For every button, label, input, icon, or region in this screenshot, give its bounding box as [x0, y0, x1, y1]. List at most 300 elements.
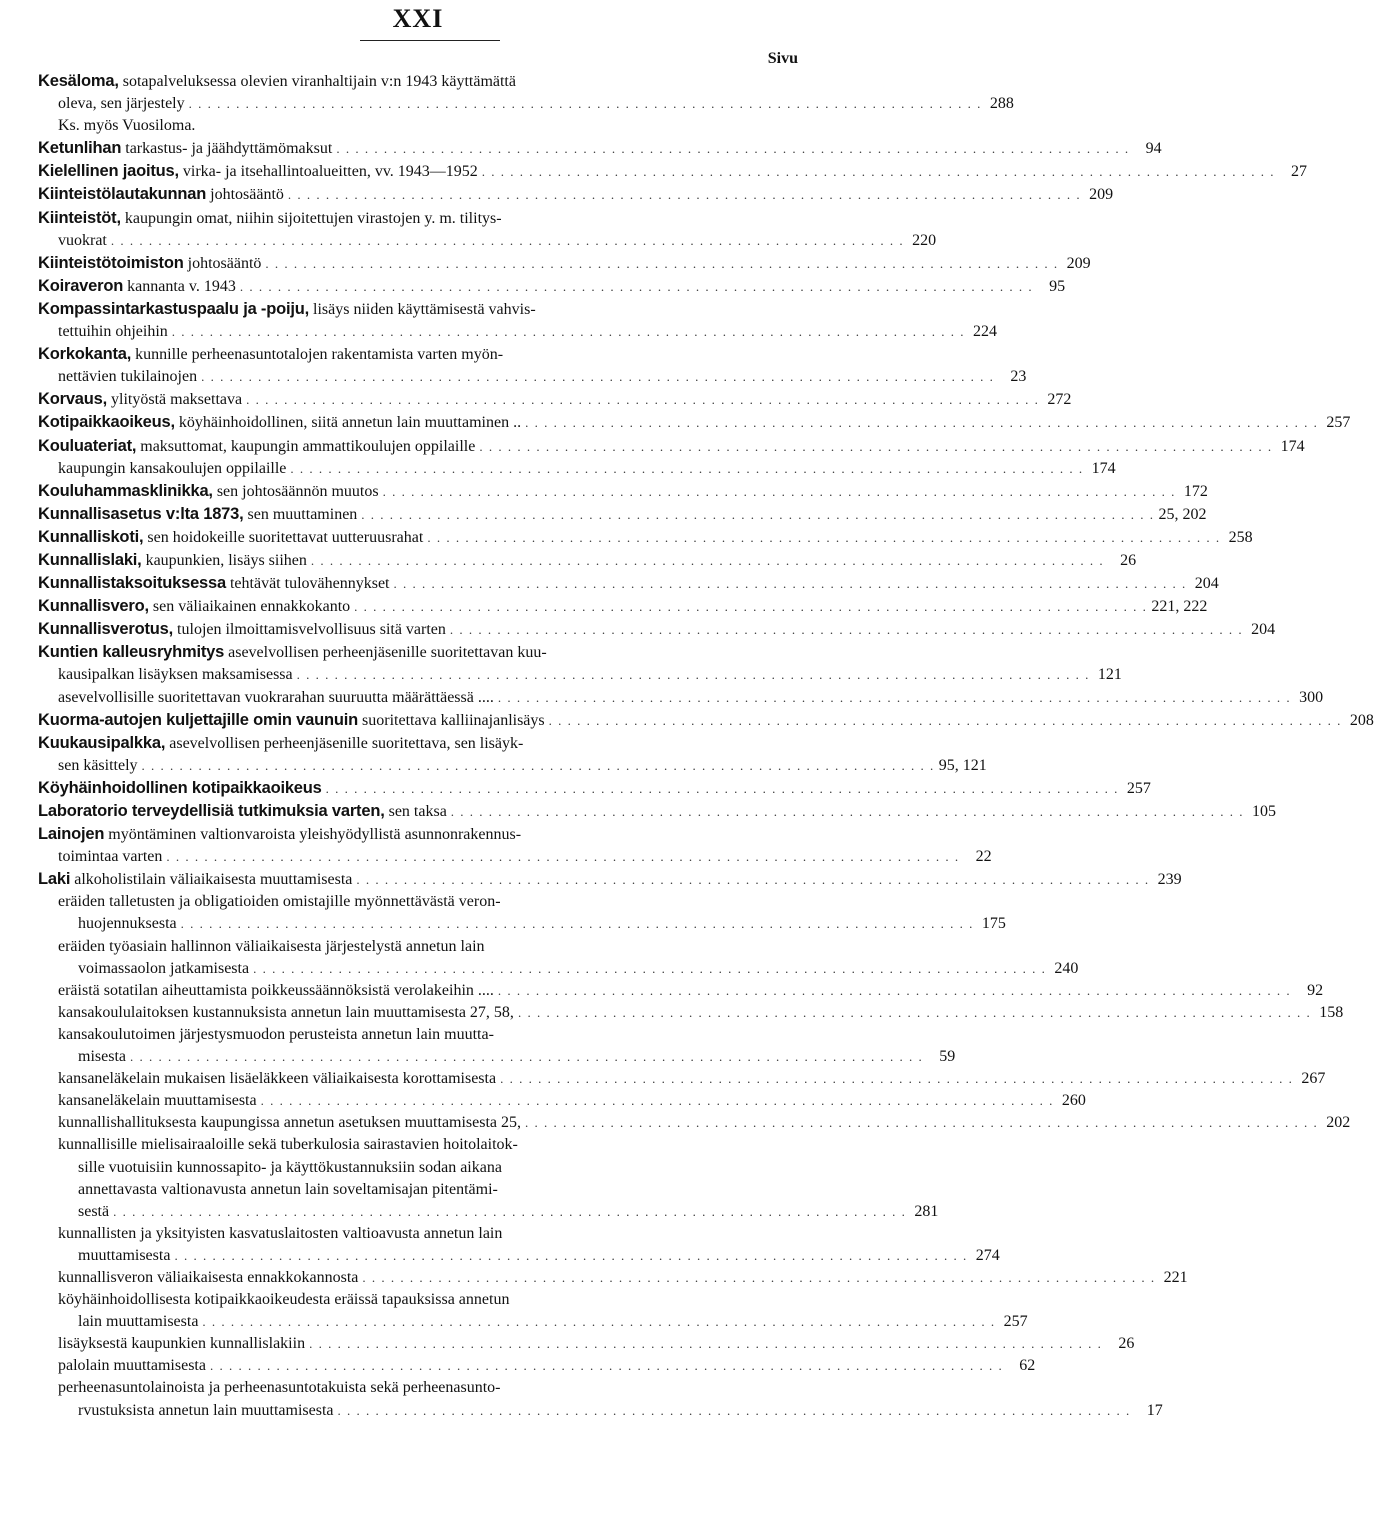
dot-leader: . . . . . . . . . . . . . . . . . . . . . . . . . . . . . . . . . . . . . . . . . . . . . . . . . . . . . . . . . . . . . . . . . . . . . . . . . . . . . . . . . . . . [290, 460, 1084, 476]
page-reference: 22 [975, 848, 992, 866]
entry-description: kausipalkan lisäyksen maksamisessa [58, 666, 293, 684]
dot-leader: . . . . . . . . . . . . . . . . . . . . . . . . . . . . . . . . . . . . . . . . . . . . . . . . . . . . . . . . . . . . . . . . . . . . . . . . . . . . . . . . . . . . [450, 804, 1245, 819]
page-reference: 224 [973, 323, 998, 341]
entry-description: kunnallisille mielisairaaloille sekä tuberkulosia sairastavien hoitolaitok- [58, 1136, 518, 1154]
index-line [38, 664, 1122, 686]
dot-leader: . . . . . . . . . . . . . . . . . . . . . . . . . . . . . . . . . . . . . . . . . . . . . . . . . . . . . . . . . . . . . . . . . . . . . . . . . . . . . . . . . . . . [325, 780, 1119, 796]
dot-leader: . . . . . . . . . . . . . . . . . . . . . . . . . . . . . . . . . . . . . . . . . . . . . . . . . . . . . . . . . . . . . . . . . . . . . . . . . . . . . . . . . . . . [209, 1358, 1004, 1374]
entry-text [78, 1201, 109, 1223]
page-reference: 257 [1126, 779, 1151, 797]
index-line [38, 1289, 798, 1311]
entry-description: muuttamisesta [78, 1246, 171, 1264]
index-entry [38, 641, 1324, 708]
index-line [38, 1179, 798, 1201]
index-entry [38, 343, 1027, 388]
entry-description: sen käsittely [58, 756, 138, 774]
page-column-heading: Sivu [767, 50, 798, 67]
index-line [38, 458, 1116, 480]
entry-text [58, 458, 286, 480]
entry-description: misesta [78, 1048, 126, 1066]
entry-text [58, 980, 494, 1002]
entry-description: voimassaolon jatkamisesta [78, 959, 250, 977]
entry-keyword: Kunnallisvero, [38, 597, 149, 616]
dot-leader: . . . . . . . . . . . . . . . . . . . . . . . . . . . . . . . . . . . . . . . . . . . . . . . . . . . . . . . . . . . . . . . . . . . . . . . . . . . . . . . . . . . . [253, 960, 1047, 976]
entry-description: sen väliaikainen ennakkokanto [152, 598, 351, 616]
entry-text [58, 755, 138, 777]
entry-description: eräiden työasiain hallinnon väliaikaisesta järjestelystä annetun lain [58, 937, 485, 955]
entry-description: kansakoululaitoksen kustannuksista annetun lain muuttamisesta 27, 58, [58, 1003, 514, 1021]
page-reference: 221 [1163, 1268, 1188, 1286]
page-reference: 26 [1118, 1335, 1135, 1353]
index-line [38, 411, 1351, 434]
entry-keyword: Kunnallistaksoituksessa [38, 574, 226, 593]
index-line [38, 366, 1027, 388]
entry-keyword: Kunnallislaki, [38, 550, 142, 569]
page-reference: 62 [1019, 1357, 1036, 1375]
index-line [38, 687, 1324, 709]
page-reference: 23 [1010, 368, 1027, 386]
entry-text [38, 618, 446, 641]
index-line [38, 137, 1162, 160]
entry-description: kunnille perheenasuntotalojen rakentamista varten myön- [135, 346, 504, 364]
entry-text [58, 321, 168, 343]
entry-description: sen hoidokeille suoritettavat uutteruusrahat [147, 528, 424, 546]
entry-description: köyhäinhoidollinen, siitä annetun lain muuttaminen .. [178, 414, 522, 432]
entry-description: maksuttomat, kaupungin ammattikoulujen oppilaille [140, 437, 476, 455]
entry-keyword: Kouluhammasklinikka, [38, 481, 213, 500]
entry-description: palolain muuttamisesta [58, 1357, 206, 1375]
entry-keyword: Kuukausipalkka, [38, 733, 166, 752]
dot-leader: . . . . . . . . . . . . . . . . . . . . . . . . . . . . . . . . . . . . . . . . . . . . . . . . . . . . . . . . . . . . . . . . . . . . . . . . . . . . . . . . . . . . [174, 1247, 968, 1263]
entry-keyword: Lainojen [38, 825, 105, 844]
index-line [38, 480, 1208, 503]
index-line [38, 388, 1072, 411]
entry-text [38, 252, 261, 275]
entry-description: kannanta v. 1943 [127, 277, 236, 295]
dot-leader: . . . . . . . . . . . . . . . . . . . . . . . . . . . . . . . . . . . . . . . . . . . . . . . . . . . . . . . . . . . . . . . . . . . . . . . . . . . . . . . . . . . . [479, 438, 1273, 454]
index-line [38, 1090, 1086, 1112]
index-entry [38, 411, 1351, 434]
entry-description: perheenasuntolainoista ja perheenasuntotakuista sekä perheenasunto- [58, 1379, 501, 1397]
entry-description: sotapalveluksessa olevien viranhaltijain v:n 1943 käyttämättä [122, 73, 516, 90]
dot-leader: . . . . . . . . . . . . . . . . . . . . . . . . . . . . . . . . . . . . . . . . . . . . . . . . . . . . . . . . . . . . . . . . . . . . . . . . . . . . . . . . . . . . [287, 187, 1082, 203]
dot-leader: . . . . . . . . . . . . . . . . . . . . . . . . . . . . . . . . . . . . . . . . . . . . . . . . . . . . . . . . . . . . . . . . . . . . . . . . . . . . . . . . . . . . [382, 483, 1176, 499]
index-line [38, 230, 937, 252]
page-reference: 172 [1183, 482, 1208, 500]
page-reference: 288 [989, 95, 1014, 113]
index-entry [38, 503, 1207, 526]
index-line [38, 868, 1182, 891]
dot-leader: . . . . . . . . . . . . . . . . . . . . . . . . . . . . . . . . . . . . . . . . . . . . . . . . . . . . . . . . . . . . . . . . . . . . . . . . . . . . . . . . . . . . [354, 599, 1148, 615]
index-line [38, 1024, 798, 1046]
entry-text [38, 160, 478, 183]
entry-text [38, 572, 390, 595]
index-entry [38, 526, 1253, 549]
dot-leader: . . . . . . . . . . . . . . . . . . . . . . . . . . . . . . . . . . . . . . . . . . . . . . . . . . . . . . . . . . . . . . . . . . . . . . . . . . . . . . . . . . . . [427, 529, 1221, 545]
entry-keyword: Kiinteistölautakunnan [38, 185, 207, 204]
index-line [38, 321, 998, 343]
page-number: XXI [392, 4, 444, 33]
index-line [38, 1355, 1036, 1377]
dot-leader: . . . . . . . . . . . . . . . . . . . . . . . . . . . . . . . . . . . . . . . . . . . . . . . . . . . . . . . . . . . . . . . . . . . . . . . . . . . . . . . . . . . . [246, 392, 1040, 408]
index-line [38, 275, 1066, 298]
dot-leader: . . . . . . . . . . . . . . . . . . . . . . . . . . . . . . . . . . . . . . . . . . . . . . . . . . . . . . . . . . . . . . . . . . . . . . . . . . . . . . . . . . . . [296, 667, 1090, 683]
index-line [38, 70, 798, 93]
entry-text [58, 1112, 521, 1134]
entry-description: kunnallisveron väliaikaisesta ennakkokannosta [58, 1268, 359, 1286]
entry-description: johtosääntö [210, 186, 284, 204]
index-entry [38, 252, 1091, 275]
index-entry [38, 572, 1219, 595]
entry-text [58, 1333, 305, 1355]
entry-description: toimintaa varten [58, 848, 163, 866]
index-entry [38, 777, 1151, 800]
entry-text [58, 1134, 518, 1156]
entry-keyword: Kuorma-autojen kuljettajille omin vaunuin [38, 710, 359, 729]
entry-text [58, 1267, 358, 1289]
page-reference: 59 [939, 1048, 956, 1066]
index-line [38, 846, 992, 868]
index-line [38, 1134, 798, 1156]
index-line [38, 1223, 798, 1245]
index-line [38, 160, 1308, 183]
index-line [38, 891, 798, 913]
dot-leader: . . . . . . . . . . . . . . . . . . . . . . . . . . . . . . . . . . . . . . . . . . . . . . . . . . . . . . . . . . . . . . . . . . . . . . . . . . . . . . . . . . . . [202, 1314, 996, 1330]
entry-text [38, 388, 242, 411]
page-reference: 95, 121 [938, 756, 987, 774]
entry-description: kaupungin kansakoulujen oppilaille [58, 459, 287, 477]
index-line [38, 595, 1208, 618]
dot-leader: . . . . . . . . . . . . . . . . . . . . . . . . . . . . . . . . . . . . . . . . . . . . . . . . . . . . . . . . . . . . . . . . . . . . . . . . . . . . . . . . . . . . [361, 506, 1155, 522]
index-entry [38, 388, 1072, 411]
page-reference: 27 [1291, 163, 1308, 181]
entry-text [38, 549, 307, 572]
entry-description: alkoholistilain väliaikaisesta muuttamisesta [74, 871, 353, 889]
page-reference: 174 [1091, 459, 1116, 477]
entry-keyword: Kunnallisverotus, [38, 620, 174, 639]
entry-description: nettävien tukilainojen [58, 368, 198, 386]
entry-description: vuokrat [58, 231, 107, 249]
entry-keyword: Kiinteistöt, [38, 208, 121, 227]
entry-description: suoritettava kalliinajanlisäys [362, 711, 545, 729]
entry-text [78, 1311, 198, 1333]
index-line [38, 1311, 1028, 1333]
index-entry [38, 183, 1114, 206]
index-line [38, 958, 1079, 980]
page-reference: 208 [1349, 711, 1374, 729]
index-line [38, 709, 1374, 732]
entry-text [38, 275, 236, 298]
page-reference: 121 [1097, 666, 1122, 684]
entry-description: virka- ja itsehallintoalueitten, vv. 1943—1952 [182, 163, 478, 181]
index-line [38, 503, 1207, 526]
page-reference: 202 [1326, 1114, 1351, 1132]
index-entry [38, 732, 987, 777]
page-reference: 258 [1228, 528, 1253, 546]
dot-leader: . . . . . . . . . . . . . . . . . . . . . . . . . . . . . . . . . . . . . . . . . . . . . . . . . . . . . . . . . . . . . . . . . . . . . . . . . . . . . . . . . . . . [497, 982, 1292, 998]
page-reference: 257 [1003, 1313, 1028, 1331]
entry-text [38, 503, 357, 526]
entry-text [58, 1355, 206, 1377]
index-line [38, 549, 1137, 572]
index-entry [38, 868, 1351, 1421]
dot-leader: . . . . . . . . . . . . . . . . . . . . . . . . . . . . . . . . . . . . . . . . . . . . . . . . . . . . . . . . . . . . . . . . . . . . . . . . . . . . . . . . . . . . [362, 1269, 1156, 1285]
entry-text [58, 1289, 509, 1311]
entry-text [38, 800, 447, 823]
dot-leader: . . . . . . . . . . . . . . . . . . . . . . . . . . . . . . . . . . . . . . . . . . . . . . . . . . . . . . . . . . . . . . . . . . . . . . . . . . . . . . . . . . . . [481, 164, 1276, 180]
page-reference: 239 [1157, 871, 1182, 889]
dot-leader: . . . . . . . . . . . . . . . . . . . . . . . . . . . . . . . . . . . . . . . . . . . . . . . . . . . . . . . . . . . . . . . . . . . . . . . . . . . . . . . . . . . . [113, 1203, 907, 1219]
index-entry [38, 549, 1137, 572]
index-line [38, 1267, 1188, 1289]
entry-description: lain muuttamisesta [78, 1313, 199, 1331]
entry-text [78, 1400, 334, 1422]
entry-keyword: Kompassintarkastuspaalu ja -poiju, [38, 299, 310, 318]
entry-description: kansakoulutoimen järjestysmuodon perusteista annetun lain muutta- [58, 1025, 494, 1043]
entry-text [58, 846, 162, 868]
entry-description: lisäys niiden käyttämisestä vahvis- [313, 300, 536, 318]
index-line [38, 1377, 798, 1399]
entry-keyword: Korkokanta, [38, 345, 132, 364]
dot-leader: . . . . . . . . . . . . . . . . . . . . . . . . . . . . . . . . . . . . . . . . . . . . . . . . . . . . . . . . . . . . . . . . . . . . . . . . . . . . . . . . . . . . [239, 278, 1034, 294]
index-line [38, 526, 1253, 549]
page-reference: 260 [1061, 1092, 1086, 1110]
dot-leader: . . . . . . . . . . . . . . . . . . . . . . . . . . . . . . . . . . . . . . . . . . . . . . . . . . . . . . . . . . . . . . . . . . . . . . . . . . . . . . . . . . . . [201, 369, 995, 385]
dot-leader: . . . . . . . . . . . . . . . . . . . . . . . . . . . . . . . . . . . . . . . . . . . . . . . . . . . . . . . . . . . . . . . . . . . . . . . . . . . . . . . . . . . . [130, 1049, 924, 1065]
entry-keyword: Korvaus, [38, 390, 108, 409]
entry-text [78, 913, 177, 935]
entry-keyword: Kuntien kalleusryhmitys [38, 643, 225, 662]
page-reference: 220 [912, 231, 937, 249]
page-reference: 105 [1252, 803, 1277, 820]
entry-keyword: Ketunlihan [38, 139, 122, 158]
index-entry [38, 435, 1305, 480]
index-line [38, 1201, 939, 1223]
dot-leader: . . . . . . . . . . . . . . . . . . . . . . . . . . . . . . . . . . . . . . . . . . . . . . . . . . . . . . . . . . . . . . . . . . . . . . . . . . . . . . . . . . . . [309, 1336, 1103, 1352]
dot-leader: . . . . . . . . . . . . . . . . . . . . . . . . . . . . . . . . . . . . . . . . . . . . . . . . . . . . . . . . . . . . . . . . . . . . . . . . . . . . . . . . . . . . [188, 96, 982, 112]
entry-description: tettuihin ohjeihin [58, 323, 168, 341]
entry-text [38, 732, 523, 755]
index-entry [38, 275, 1066, 298]
entry-description: rvustuksista annetun lain muuttamisesta [78, 1401, 334, 1419]
dot-leader: . . . . . . . . . . . . . . . . . . . . . . . . . . . . . . . . . . . . . . . . . . . . . . . . . . . . . . . . . . . . . . . . . . . . . . . . . . . . . . . . . . . . [356, 872, 1150, 888]
entry-text [78, 1179, 498, 1201]
entry-text [78, 958, 249, 980]
entry-description: johtosääntö [187, 254, 262, 272]
entry-description: sen johtosäännön muutos [216, 482, 379, 500]
entry-text [38, 641, 547, 664]
index-line [38, 777, 1151, 800]
dot-leader: . . . . . . . . . . . . . . . . . . . . . . . . . . . . . . . . . . . . . . . . . . . . . . . . . . . . . . . . . . . . . . . . . . . . . . . . . . . . . . . . . . . . [500, 1071, 1294, 1087]
index-line [38, 183, 1114, 206]
entry-text [38, 823, 521, 846]
index-line [38, 207, 798, 230]
index-entry [38, 823, 992, 868]
entry-text [58, 1068, 496, 1090]
dot-leader: . . . . . . . . . . . . . . . . . . . . . . . . . . . . . . . . . . . . . . . . . . . . . . . . . . . . . . . . . . . . . . . . . . . . . . . . . . . . . . . . . . . . [497, 689, 1292, 705]
page-reference: 281 [914, 1202, 939, 1220]
entry-text [58, 664, 293, 686]
entry-text [38, 411, 521, 434]
index-line [38, 732, 798, 755]
index-line [38, 936, 798, 958]
entry-keyword: Kunnallisasetus v:lta 1873, [38, 504, 244, 523]
entry-text [58, 1002, 514, 1024]
index-line [38, 435, 1305, 458]
dot-leader: . . . . . . . . . . . . . . . . . . . . . . . . . . . . . . . . . . . . . . . . . . . . . . . . . . . . . . . . . . . . . . . . . . . . . . . . . . . . . . . . . . . . [525, 415, 1319, 431]
entry-text [58, 936, 485, 958]
index-line [38, 252, 1091, 275]
entry-text [38, 343, 503, 366]
page-reference: 17 [1146, 1401, 1163, 1419]
index-line [38, 1068, 1326, 1090]
entry-description: sen muuttaminen [247, 505, 358, 523]
entry-description: sestä [78, 1202, 110, 1220]
entry-description: kansaneläkelain mukaisen lisäeläkkeen väliaikaisesta korottamisesta [58, 1070, 497, 1088]
page-reference: 92 [1307, 981, 1324, 999]
entry-description: sille vuotuisiin kunnossapito- ja käyttökustannuksiin sodan aikana [78, 1158, 502, 1176]
entry-text [38, 435, 475, 458]
dot-leader: . . . . . . . . . . . . . . . . . . . . . . . . . . . . . . . . . . . . . . . . . . . . . . . . . . . . . . . . . . . . . . . . . . . . . . . . . . . . . . . . . . . . [171, 324, 966, 340]
entry-description: tulojen ilmoittamisvelvollisuus sitä varten [177, 621, 446, 639]
entry-description: annettavasta valtionavusta annetun lain soveltamisajan pitentämi- [78, 1180, 498, 1198]
entry-text [38, 595, 350, 618]
page-reference: 209 [1089, 186, 1114, 204]
entry-description: lisäyksestä kaupunkien kunnallislakiin [58, 1335, 306, 1353]
dot-leader: . . . . . . . . . . . . . . . . . . . . . . . . . . . . . . . . . . . . . . . . . . . . . . . . . . . . . . . . . . . . . . . . . . . . . . . . . . . . . . . . . . . . [265, 255, 1059, 271]
index-line [38, 1333, 1135, 1355]
page-reference: 300 [1299, 688, 1324, 706]
index-line [38, 800, 1277, 823]
entry-text [78, 1245, 170, 1267]
dot-leader: . . . . . . . . . . . . . . . . . . . . . . . . . . . . . . . . . . . . . . . . . . . . . . . . . . . . . . . . . . . . . . . . . . . . . . . . . . . . . . . . . . . . [525, 1115, 1319, 1131]
entry-text [38, 777, 322, 800]
entry-keyword: Kielellinen jaoitus, [38, 162, 179, 181]
page-reference: 95 [1049, 277, 1066, 295]
index-entry [38, 298, 998, 343]
entry-text [58, 1090, 257, 1112]
entry-text [38, 207, 502, 230]
index-entry [38, 800, 1277, 823]
dot-leader: . . . . . . . . . . . . . . . . . . . . . . . . . . . . . . . . . . . . . . . . . . . . . . . . . . . . . . . . . . . . . . . . . . . . . . . . . . . . . . . . . . . . [180, 916, 974, 932]
index-list [38, 70, 1374, 1422]
dot-leader: . . . . . . . . . . . . . . . . . . . . . . . . . . . . . . . . . . . . . . . . . . . . . . . . . . . . . . . . . . . . . . . . . . . . . . . . . . . . . . . . . . . . [517, 1004, 1312, 1020]
page-reference: 204 [1194, 575, 1219, 593]
page-reference: 25, 202 [1158, 505, 1207, 523]
page-reference: 209 [1066, 254, 1091, 272]
index-line [38, 1400, 1163, 1422]
dot-leader: . . . . . . . . . . . . . . . . . . . . . . . . . . . . . . . . . . . . . . . . . . . . . . . . . . . . . . . . . . . . . . . . . . . . . . . . . . . . . . . . . . . . [548, 712, 1342, 728]
index-line [38, 823, 798, 846]
entry-keyword: Kunnalliskoti, [38, 527, 144, 546]
entry-text [38, 526, 423, 549]
index-line [38, 115, 798, 137]
page-reference: 26 [1120, 551, 1137, 569]
index-line [38, 1157, 798, 1179]
entry-text [58, 230, 107, 252]
entry-text [38, 480, 379, 503]
entry-text [58, 1377, 501, 1399]
index-line [38, 755, 987, 777]
entry-text [38, 70, 516, 93]
entry-description: tehtävät tulovähennykset [229, 575, 390, 593]
entry-description: asevelvollisen perheenjäsenille suoritettavan kuu- [228, 644, 547, 662]
index-line [38, 1245, 1000, 1267]
index-entry [38, 595, 1208, 618]
entry-description: tarkastus- ja jäähdyttämömaksut [125, 140, 333, 158]
index-line [38, 572, 1219, 595]
entry-description: asevelvollisille suoritettavan vuokrarahan suuruutta määrättäessä .... [58, 688, 494, 706]
dot-leader: . . . . . . . . . . . . . . . . . . . . . . . . . . . . . . . . . . . . . . . . . . . . . . . . . . . . . . . . . . . . . . . . . . . . . . . . . . . . . . . . . . . . [110, 232, 905, 248]
entry-text [58, 93, 185, 115]
page-header [0, 0, 960, 67]
entry-description: oleva, sen järjestely [58, 95, 185, 113]
entry-description: eräistä sotatilan aiheuttamista poikkeussäännöksistä verolakeihin .... [58, 981, 494, 999]
dot-leader: . . . . . . . . . . . . . . . . . . . . . . . . . . . . . . . . . . . . . . . . . . . . . . . . . . . . . . . . . . . . . . . . . . . . . . . . . . . . . . . . . . . . [337, 1402, 1131, 1418]
entry-text [58, 115, 195, 137]
header-rule [360, 40, 500, 41]
index-entry [38, 70, 1014, 137]
dot-leader: . . . . . . . . . . . . . . . . . . . . . . . . . . . . . . . . . . . . . . . . . . . . . . . . . . . . . . . . . . . . . . . . . . . . . . . . . . . . . . . . . . . . [336, 141, 1130, 157]
index-entry [38, 618, 1276, 641]
page-reference: 272 [1047, 391, 1072, 409]
index-line [38, 913, 1006, 935]
entry-description: eräiden talletusten ja obligatioiden omistajille myönnettävästä veron- [58, 893, 501, 911]
entry-keyword: Koiraveron [38, 276, 124, 295]
entry-keyword: Laboratorio terveydellisiä tutkimuksia varten, [38, 802, 385, 820]
entry-description: Ks. myös Vuosiloma. [58, 117, 196, 135]
entry-description: kunnallisten ja yksityisten kasvatuslaitosten valtioavusta annetun lain [58, 1224, 503, 1242]
entry-description: asevelvollisen perheenjäsenille suoritettava, sen lisäyk- [169, 734, 524, 752]
index-line [38, 1046, 956, 1068]
entry-text [58, 1024, 494, 1046]
dot-leader: . . . . . . . . . . . . . . . . . . . . . . . . . . . . . . . . . . . . . . . . . . . . . . . . . . . . . . . . . . . . . . . . . . . . . . . . . . . . . . . . . . . . [393, 576, 1187, 592]
entry-text [58, 1223, 502, 1245]
entry-description: kaupunkien, lisäys siihen [145, 551, 307, 569]
index-entry [38, 207, 937, 252]
index-entry [38, 480, 1208, 503]
entry-description: ylityöstä maksettava [111, 391, 243, 409]
entry-text [78, 1157, 502, 1179]
page-reference: 240 [1054, 959, 1079, 977]
entry-text [38, 298, 536, 321]
page-reference: 158 [1319, 1003, 1344, 1021]
page-reference: 204 [1251, 621, 1276, 639]
entry-description: kansaneläkelain muuttamisesta [58, 1092, 257, 1110]
entry-text [38, 868, 352, 891]
entry-text [78, 1046, 126, 1068]
entry-keyword: Köyhäinhoidollinen kotipaikkaoikeus [38, 778, 322, 797]
entry-text [58, 687, 494, 709]
entry-description: köyhäinhoidollisesta kotipaikkaoikeudesta eräissä tapauksissa annetun [58, 1291, 510, 1309]
index-line [38, 1002, 1344, 1024]
dot-leader: . . . . . . . . . . . . . . . . . . . . . . . . . . . . . . . . . . . . . . . . . . . . . . . . . . . . . . . . . . . . . . . . . . . . . . . . . . . . . . . . . . . . [310, 552, 1105, 568]
entry-keyword: Kiinteistötoimiston [38, 253, 184, 272]
dot-leader: . . . . . . . . . . . . . . . . . . . . . . . . . . . . . . . . . . . . . . . . . . . . . . . . . . . . . . . . . . . . . . . . . . . . . . . . . . . . . . . . . . . . [141, 757, 935, 773]
entry-description: myöntäminen valtionvaroista yleishyödyllistä asunnonrakennus- [108, 826, 522, 844]
page-reference: 94 [1145, 140, 1162, 158]
page-reference: 175 [981, 915, 1006, 933]
entry-text [38, 183, 284, 206]
entry-keyword: Kesäloma, [38, 72, 119, 90]
entry-description: kunnallishallituksesta kaupungissa annetun asetuksen muuttamisesta 25, [58, 1114, 522, 1132]
page-reference: 221, 222 [1151, 598, 1208, 616]
entry-text [38, 709, 545, 732]
entry-keyword: Laki [38, 870, 71, 889]
entry-text [38, 137, 332, 160]
index-line [38, 618, 1276, 641]
entry-keyword: Kotipaikkaoikeus, [38, 413, 175, 432]
